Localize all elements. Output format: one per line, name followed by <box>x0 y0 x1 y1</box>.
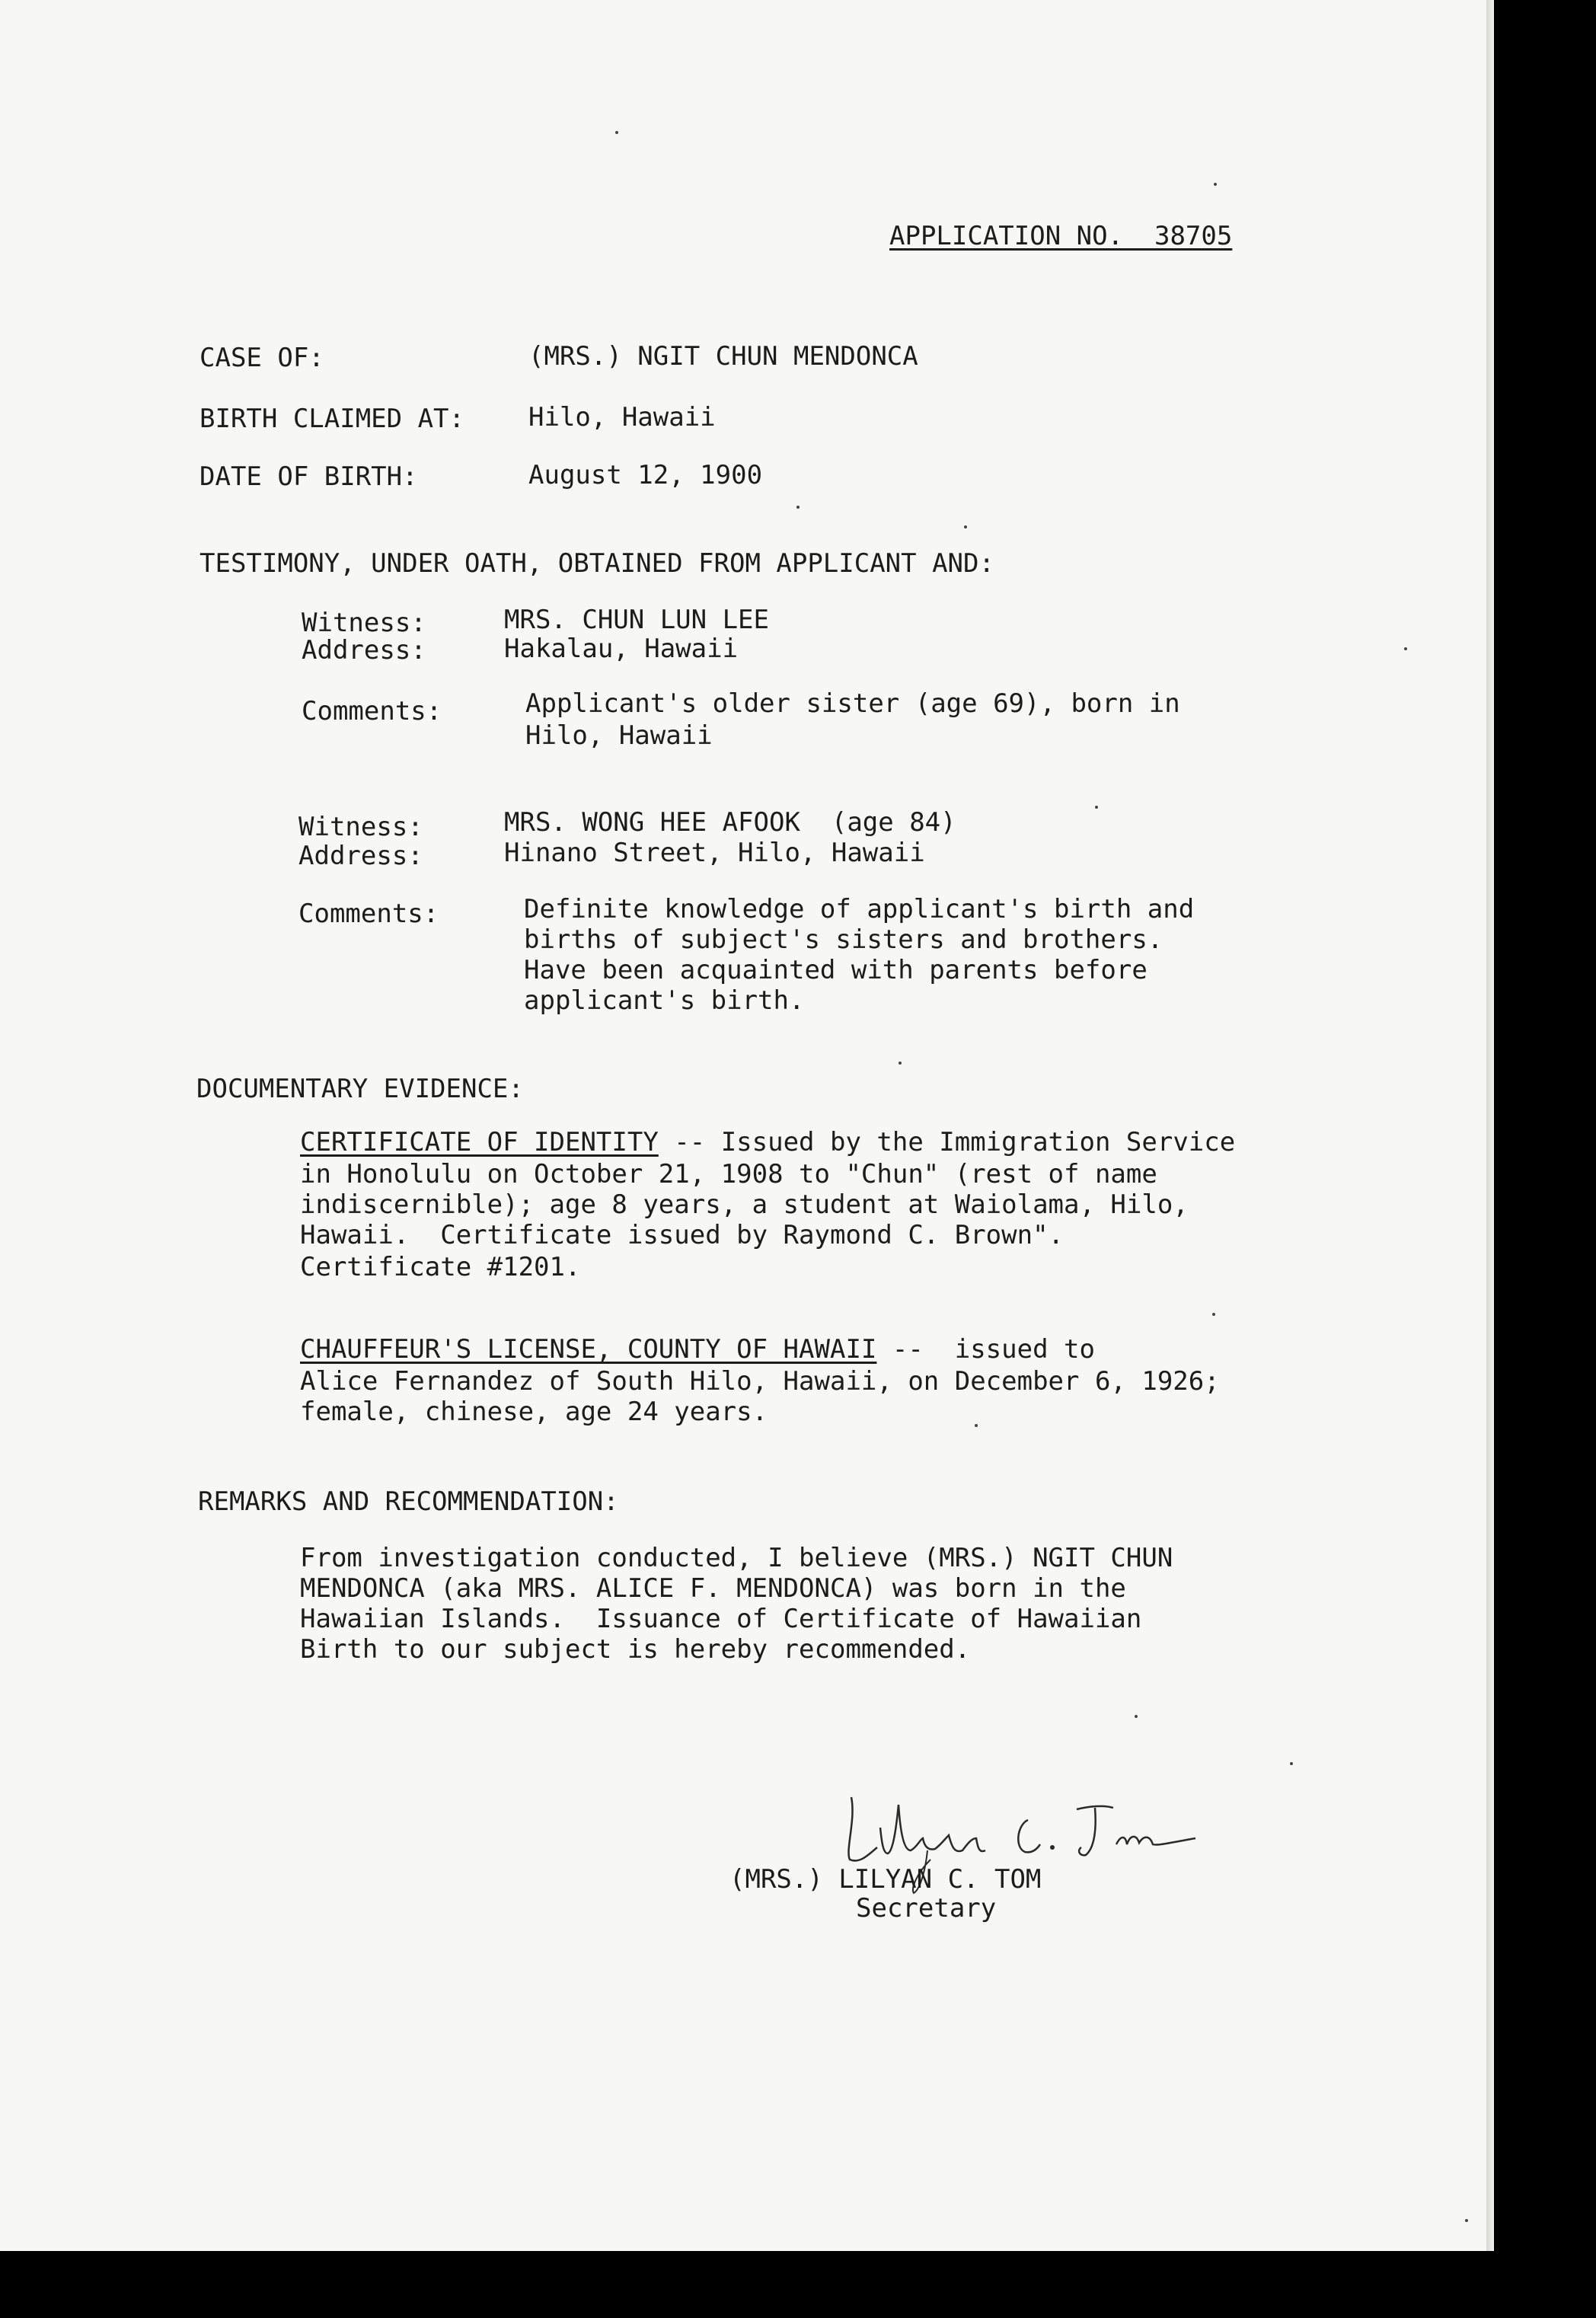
scan-speck <box>964 525 967 528</box>
witness-label: Witness: <box>298 812 423 842</box>
comments-line: applicant's birth. <box>524 985 805 1016</box>
dob-value: August 12, 1900 <box>528 460 763 490</box>
birth-claimed-value: Hilo, Hawaii <box>528 402 716 433</box>
evidence-title: CERTIFICATE OF IDENTITY <box>300 1127 659 1157</box>
comments-label: Comments: <box>298 899 439 929</box>
comments-label: Comments: <box>302 696 442 726</box>
evidence-line: indiscernible); age 8 years, a student at Waiolama, Hilo, <box>300 1189 1189 1220</box>
testimony-heading: TESTIMONY, UNDER OATH, OBTAINED FROM APPLICANT AND: <box>200 548 994 579</box>
scan-speck <box>1290 1762 1293 1765</box>
evidence-line: Certificate #1201. <box>300 1252 581 1282</box>
remarks-line: From investigation conducted, I believe (MRS.) NGIT CHUN <box>300 1543 1173 1573</box>
scan-speck <box>1095 806 1098 809</box>
scan-speck <box>1465 2219 1468 2222</box>
address-value: Hinano Street, Hilo, Hawaii <box>504 838 925 868</box>
comments-line: Have been acquainted with parents before <box>524 955 1148 985</box>
scan-speck <box>1404 647 1407 650</box>
address-value: Hakalau, Hawaii <box>504 634 739 664</box>
evidence-line: female, chinese, age 24 years. <box>300 1397 768 1427</box>
signatory-title: Secretary <box>856 1893 997 1924</box>
comments-line: Hilo, Hawaii <box>525 720 713 751</box>
evidence-line: Alice Fernandez of South Hilo, Hawaii, on December 6, 1926; <box>300 1366 1220 1397</box>
witness-value: MRS. CHUN LUN LEE <box>504 605 769 635</box>
comments-line: Applicant's older sister (age 69), born in <box>525 688 1180 719</box>
evidence-first-line <box>300 1334 1095 1365</box>
evidence-title-rest: -- Issued by the Immigration Service <box>658 1127 1236 1157</box>
signatory-name: (MRS.) LILYAN C. TOM <box>729 1864 1042 1895</box>
remarks-heading: REMARKS AND RECOMMENDATION: <box>198 1486 619 1517</box>
page-edge <box>1486 0 1494 2251</box>
remarks-line: Birth to our subject is hereby recommended. <box>300 1634 971 1665</box>
address-label: Address: <box>302 635 426 666</box>
evidence-line: in Honolulu on October 21, 1908 to "Chun" (rest of name <box>300 1159 1157 1189</box>
witness-label: Witness: <box>302 608 426 638</box>
case-of-label: CASE OF: <box>200 343 324 373</box>
case-of-value: (MRS.) NGIT CHUN MENDONCA <box>528 341 918 372</box>
evidence-line: Hawaii. Certificate issued by Raymond C. Brown". <box>300 1220 1065 1250</box>
birth-claimed-label: BIRTH CLAIMED AT: <box>200 404 464 434</box>
scan-speck <box>975 1424 978 1427</box>
remarks-line: Hawaiian Islands. Issuance of Certificate of Hawaiian <box>300 1604 1142 1634</box>
address-label: Address: <box>298 841 423 871</box>
scan-speck <box>1214 183 1217 186</box>
remarks-line: MENDONCA (aka MRS. ALICE F. MENDONCA) was born in the <box>300 1573 1126 1604</box>
evidence-title-rest: -- issued to <box>876 1334 1095 1365</box>
scan-speck <box>1212 1313 1215 1316</box>
comments-line: births of subject's sisters and brothers. <box>524 924 1163 955</box>
evidence-title: CHAUFFEUR'S LICENSE, COUNTY OF HAWAII <box>300 1334 877 1365</box>
application-number: APPLICATION NO. 38705 <box>889 221 1233 251</box>
witness-value: MRS. WONG HEE AFOOK (age 84) <box>504 807 956 838</box>
comments-line: Definite knowledge of applicant's birth and <box>524 894 1195 924</box>
evidence-first-line <box>300 1127 1235 1157</box>
dob-label: DATE OF BIRTH: <box>200 461 418 492</box>
scan-speck <box>615 131 618 134</box>
scan-speck <box>899 1062 902 1065</box>
documentary-heading: DOCUMENTARY EVIDENCE: <box>196 1074 524 1104</box>
scan-speck <box>796 506 800 509</box>
scan-speck <box>1135 1715 1138 1718</box>
